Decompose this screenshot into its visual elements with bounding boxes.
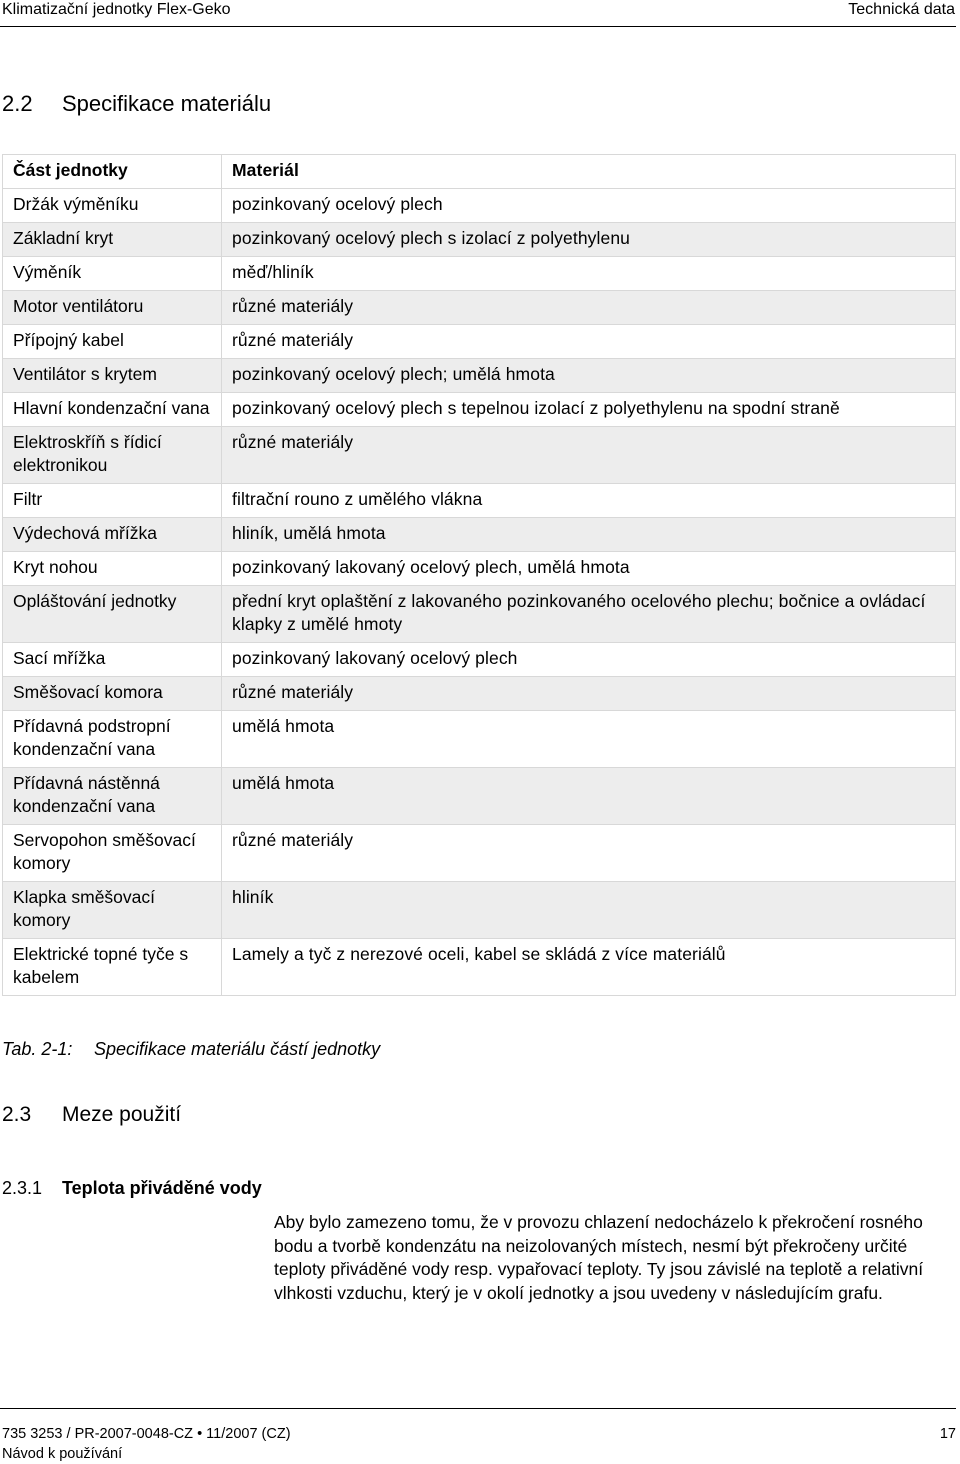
- part-cell: Základní kryt: [3, 223, 222, 257]
- header-divider: [0, 26, 956, 27]
- caption-text: Specifikace materiálu částí jednotky: [94, 1039, 381, 1059]
- footer-doc-type: Návod k používání: [2, 1446, 123, 1462]
- part-cell: Výměník: [3, 257, 222, 291]
- table-row: [3, 939, 956, 996]
- table-row: [3, 484, 956, 518]
- table-row: [3, 189, 956, 223]
- table-row: [3, 677, 956, 711]
- section2-title: Meze použití: [62, 1103, 182, 1126]
- footer-divider: [0, 1408, 956, 1409]
- part-cell: Hlavní kondenzační vana: [3, 393, 222, 427]
- part-cell: Motor ventilátoru: [3, 291, 222, 325]
- table-row: [3, 552, 956, 586]
- part-cell: Kryt nohou: [3, 552, 222, 586]
- header-section: Technická data: [848, 1, 955, 18]
- part-cell: Výdechová mřížka: [3, 518, 222, 552]
- table-row: [3, 325, 956, 359]
- material-cell: různé materiály: [222, 291, 956, 325]
- subsection-heading: [2, 1176, 262, 1200]
- material-cell: hliník, umělá hmota: [222, 518, 956, 552]
- table-row: [3, 643, 956, 677]
- body-paragraph: Aby bylo zamezeno tomu, že v provozu chlazení nedocházelo k překročení rosného bodu a tvorbě kondenzátu na neizolovaných místech, nesmí být překročeny určité teploty přiváděné vody resp. vypařovací teploty. Ty jsou závislé na teplotě a relativní vlhkosti vzduchu, který je v okolí jednotky a jsou uvedeny v následujícím grafu.: [274, 1212, 924, 1303]
- table-caption: [2, 1037, 380, 1061]
- part-cell: Opláštování jednotky: [3, 586, 222, 643]
- table-row: [3, 427, 956, 484]
- section-heading: [2, 90, 271, 118]
- material-cell: pozinkovaný ocelový plech s izolací z polyethylenu: [222, 223, 956, 257]
- table-row: [3, 359, 956, 393]
- material-cell: různé materiály: [222, 677, 956, 711]
- table-row: [3, 518, 956, 552]
- material-cell: pozinkovaný ocelový plech: [222, 189, 956, 223]
- material-cell: pozinkovaný lakovaný ocelový plech: [222, 643, 956, 677]
- section-number: 2.2: [2, 91, 33, 116]
- material-cell: pozinkovaný ocelový plech; umělá hmota: [222, 359, 956, 393]
- section2-number: 2.3: [2, 1103, 32, 1126]
- material-cell: pozinkovaný lakovaný ocelový plech, umělá hmota: [222, 552, 956, 586]
- part-cell: Filtr: [3, 484, 222, 518]
- material-cell: měď/hliník: [222, 257, 956, 291]
- material-cell: hliník: [222, 882, 956, 939]
- part-cell: Držák výměníku: [3, 189, 222, 223]
- material-cell: různé materiály: [222, 427, 956, 484]
- material-cell: Lamely a tyč z nerezové oceli, kabel se skládá z více materiálů: [222, 939, 956, 996]
- material-cell: přední kryt oplaštění z lakovaného pozinkovaného ocelového plechu; bočnice a ovládací klapky z umělé hmoty: [222, 586, 956, 643]
- footer-doc-ref: 735 3253 / PR-2007-0048-CZ • 11/2007 (CZ): [2, 1426, 291, 1442]
- subsection-number: 2.3.1: [2, 1178, 43, 1198]
- part-cell: Přídavná nástěnná kondenzační vana: [3, 768, 222, 825]
- column-header-material: Materiál: [222, 155, 956, 189]
- material-cell: umělá hmota: [222, 768, 956, 825]
- page-number: 17: [939, 1426, 956, 1442]
- page-header: [0, 0, 960, 20]
- material-cell: filtrační rouno z umělého vlákna: [222, 484, 956, 518]
- section-title: Specifikace materiálu: [62, 91, 272, 116]
- table-row: [3, 882, 956, 939]
- material-cell: pozinkovaný ocelový plech s tepelnou izolací z polyethylenu na spodní straně: [222, 393, 956, 427]
- part-cell: Ventilátor s krytem: [3, 359, 222, 393]
- part-cell: Směšovací komora: [3, 677, 222, 711]
- part-cell: Přípojný kabel: [3, 325, 222, 359]
- subsection-title: Teplota přiváděné vody: [62, 1178, 262, 1198]
- part-cell: Klapka směšovací komory: [3, 882, 222, 939]
- part-cell: Elektrické topné tyče s kabelem: [3, 939, 222, 996]
- part-cell: Elektroskříň s řídicí elektronikou: [3, 427, 222, 484]
- table-row: [3, 393, 956, 427]
- caption-label: Tab. 2-1:: [2, 1039, 73, 1059]
- table-row: [3, 586, 956, 643]
- material-cell: různé materiály: [222, 325, 956, 359]
- table-header-row: [3, 155, 956, 189]
- material-spec-table: [2, 154, 956, 996]
- header-title: Klimatizační jednotky Flex-Geko: [2, 1, 231, 18]
- page-footer: [2, 1424, 956, 1464]
- material-cell: různé materiály: [222, 825, 956, 882]
- table-row: [3, 711, 956, 768]
- table-row: [3, 223, 956, 257]
- table-row: [3, 825, 956, 882]
- table-row: [3, 291, 956, 325]
- material-cell: umělá hmota: [222, 711, 956, 768]
- part-cell: Sací mřížka: [3, 643, 222, 677]
- table-row: [3, 768, 956, 825]
- table-row: [3, 257, 956, 291]
- part-cell: Přídavná podstropní kondenzační vana: [3, 711, 222, 768]
- column-header-part: Část jednotky: [3, 155, 222, 189]
- part-cell: Servopohon směšovací komory: [3, 825, 222, 882]
- section-heading-limits: [2, 1102, 181, 1128]
